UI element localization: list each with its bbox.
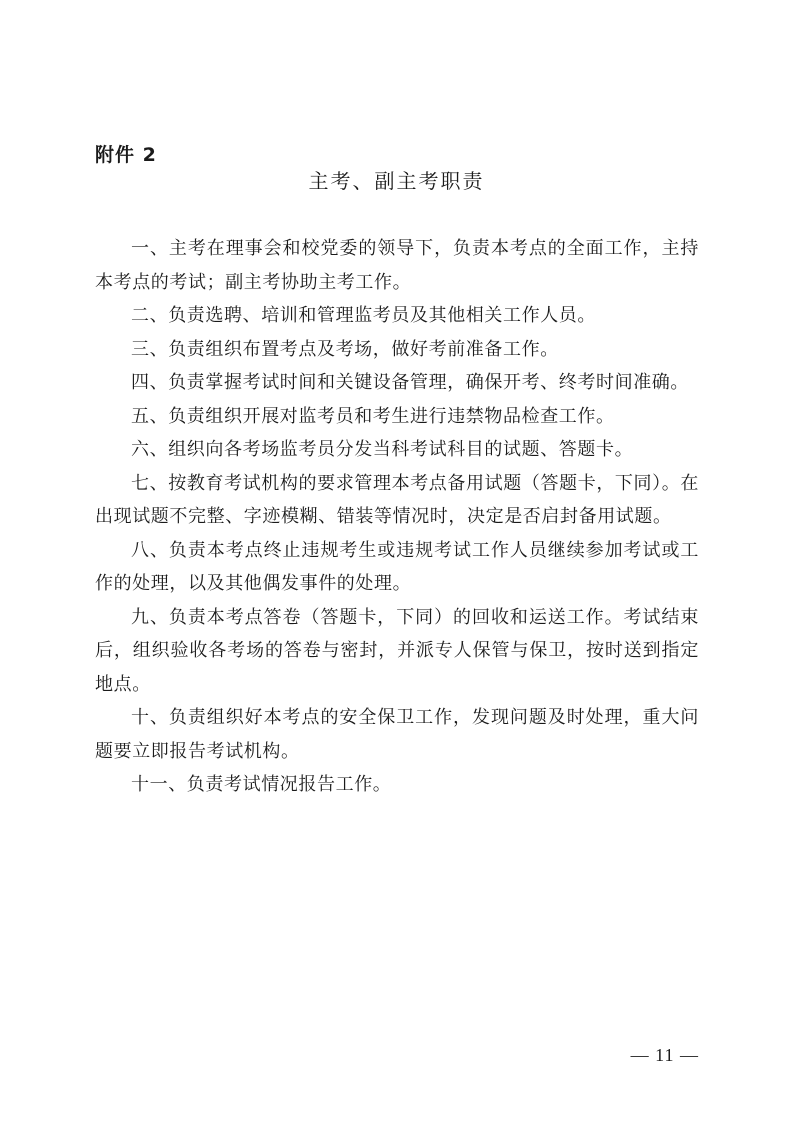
paragraph: 二、负责选聘、培训和管理监考员及其他相关工作人员。: [131, 305, 596, 326]
paragraph: 五、负责组织开展对监考员和考生进行违禁物品检查工作。: [131, 405, 615, 427]
paragraph: 十、负责组织好本考点的安全保卫工作，发现问题及时处理，重大问题要立即报告考试机构。: [95, 707, 699, 762]
paragraph: 八、负责本考点终止违规考生或违规考试工作人员继续参加考试或工作的处理，以及其他偶发事件的处理。: [95, 539, 699, 594]
paragraph: 七、按教育考试机构的要求管理本考点备用试题（答题卡，下同）。在出现试题不完整、字迹模糊、错装等情况时，决定是否启封备用试题。: [95, 472, 699, 527]
paragraph: 十一、负责考试情况报告工作。: [131, 774, 392, 795]
page-number: — 11 —: [630, 1045, 699, 1065]
paragraph: 九、负责本考点答卷（答题卡，下同）的回收和运送工作。考试结束后，组织验收各考场的答卷与密封，并派专人保管与保卫，按时送到指定地点。: [95, 606, 699, 695]
document-body: [95, 232, 699, 802]
paragraph: 一、主考在理事会和校党委的领导下，负责本考点的全面工作，主持本考点的考试；副主考协助主考工作。: [95, 238, 699, 293]
paragraph: 三、负责组织布置考点及考场，做好考前准备工作。: [131, 338, 559, 360]
paragraph: 六、组织向各考场监考员分发当科考试科目的试题、答题卡。: [131, 439, 634, 460]
document-title: 主考、副主考职责: [308, 169, 485, 193]
paragraph: 四、负责掌握考试时间和关键设备管理，确保开考、终考时间准确。: [131, 372, 689, 393]
attachment-label: 附件 2: [95, 144, 157, 166]
